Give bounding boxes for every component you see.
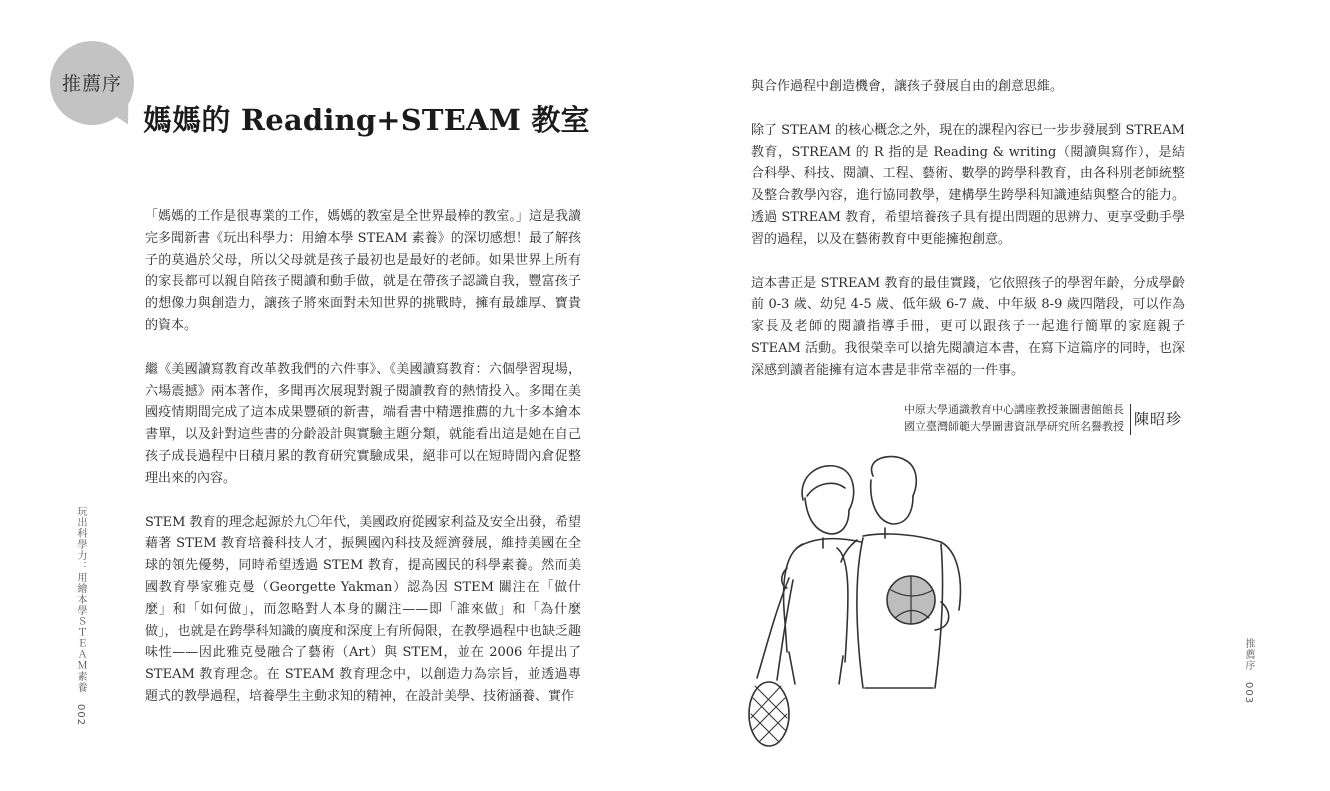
right-running-footer: 推薦序 003 xyxy=(1243,638,1254,705)
badge-label: 推薦序 xyxy=(61,73,122,95)
author-name: 陳昭珍 xyxy=(1133,410,1182,428)
right-text-column xyxy=(751,76,1185,382)
left-running-footer: 玩出科學力：用繪本學ＳＴＥＡＭ素養 002 xyxy=(75,506,86,727)
signature-divider xyxy=(1130,404,1131,435)
paragraph: 除了 STEAM 的核心概念之外，現在的課程內容已一步步發展到 STREAM 教育，STREAM 的 R 指的是 Reading & writing（閱讀與寫作），是結合科學、科技、閱讀、工程、藝術、數學的跨學科教育，由各科別老師統整及整合教學內容，進行協同教學，建構學生跨學科知識連結與整合的能力。透過 STREAM 教育，希望培養孩子具有提出問題的思辨力、更享受動手學習的過程，以及在藝術教育中更能擁抱創意。 xyxy=(751,122,1185,247)
paragraph: 繼《美國讀寫教育改革教我們的六件事》、《美國讀寫教育：六個學習現場，六場震撼》兩本著作，多聞再次展現對親子閱讀教育的熱情投入。多聞在美國疫情期間完成了這本成果豐碩的新書，端看書中精選推薦的九十多本繪本書單，以及針對這些書的分齡設計與實驗主題分類，就能看出這是她在自己孩子成長過程中日積月累的教育研究實驗成果，絕非可以在短時間內倉促整理出來的內容。 xyxy=(145,361,581,486)
author-title-line: 國立臺灣師範大學圖書資訊學研究所名譽教授 xyxy=(904,420,1124,433)
people-illustration xyxy=(745,452,985,752)
paragraph: 與合作過程中創造機會，讓孩子發展自由的創意思維。 xyxy=(751,79,1064,94)
author-titles xyxy=(904,401,1124,435)
paragraph: STEM 教育的理念起源於九〇年代，美國政府從國家利益及安全出發，希望藉著 STEM 教育培養科技人才，振興國內科技及經濟發展，維持美國在全球的領先優勢，同時希望透過 STEM 教育，提高國民的科學素養。然而美國教育學家雅克曼（Georgette Yakman）認為因 STEM 關注在「做什麼」和「如何做」，而忽略對人本身的關注——即「誰來做」和「為什麼做」，也就是在跨學科知識的廣度和深度上有所侷限，在教學過程中也缺乏趣味性——因此雅克曼融合了藝術（Art）與 STEM，並在 2006 年提出了 STEAM 教育理念。在 STEAM 教育理念中，以創造力為宗旨，並透過專題式的教學過程，培養學生主動求知的精神，在設計美學、技術涵養、實作 xyxy=(145,514,581,704)
paragraph: 這本書正是 STREAM 教育的最佳實踐，它依照孩子的學習年齡，分成學齡前 0-3 歲、幼兒 4-5 歲、低年級 6-7 歲、中年級 8-9 歲四階段，可以作為家長及老師的閱讀指導手冊，更可以跟孩子一起進行簡單的家庭親子 STEAM 活動。我很榮幸可以搶先閱讀這本書，在寫下這篇序的同時，也深深感到讀者能擁有這本書是非常幸福的一件事。 xyxy=(751,275,1185,378)
paragraph: 「媽媽的工作是很專業的工作，媽媽的教室是全世界最棒的教室。」這是我讀完多聞新書《玩出科學力：用繪本學 STEAM 素養》的深切感想！最了解孩子的莫過於父母，所以父母就是孩子最初也是最好的老師。如果世界上所有的家長都可以親自陪孩子閱讀和動手做，就是在帶孩子認識自我，豐富孩子的想像力與創造力，讓孩子將來面對未知世界的挑戰時，擁有最雄厚、寶貴的資本。 xyxy=(145,209,581,333)
author-signature xyxy=(898,401,1188,439)
author-title-line: 中原大學通識教育中心講座教授兼圖書館館長 xyxy=(904,403,1124,416)
page-title: 媽媽的 Reading+STEAM 教室 xyxy=(143,103,590,137)
left-text-column xyxy=(145,206,581,708)
